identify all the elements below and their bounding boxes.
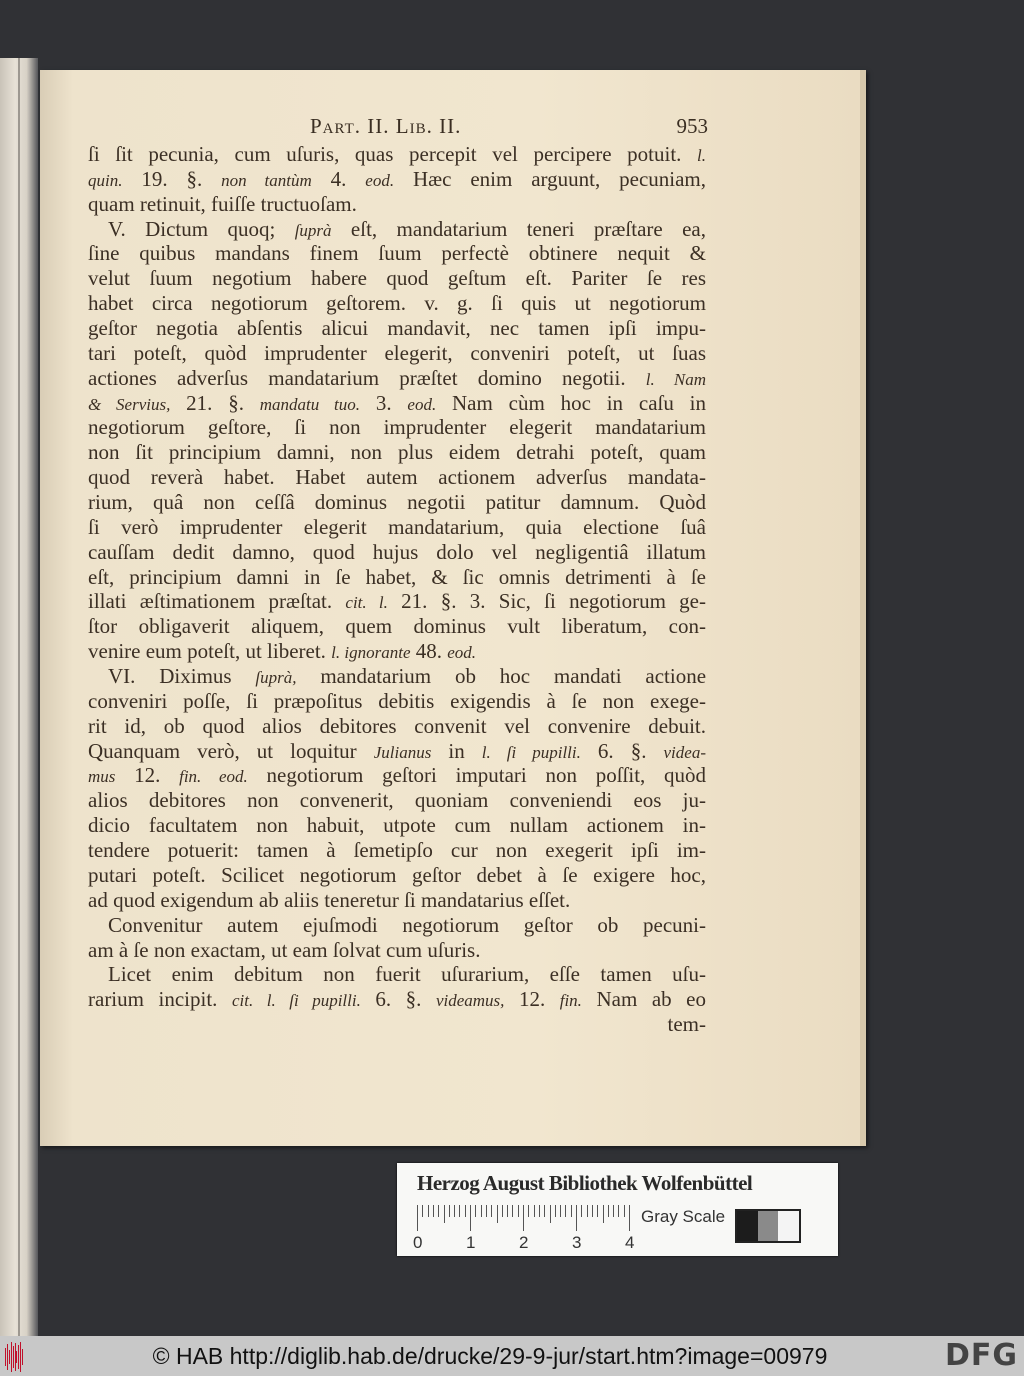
barcode-bar [18,1345,19,1369]
barcode-bar [11,1342,12,1372]
text-segment: Licet enim debitum non fuerit uſurarium, eſſe tamen uſu- [108,962,706,987]
text-segment: Quanquam verò, ut loquitur [88,738,374,763]
text-segment: tari poteſt, quòd imprudenter elegerit, conveniri poteſt, ut ſuas [88,340,706,365]
ruler-scale [417,1205,633,1231]
ruler-tick [576,1205,577,1231]
text-segment: conveniri poſſe, ſi præpoſitus debitis exigendis à ſe non exege- [88,688,706,713]
dfg-logo: DFG [944,1338,1018,1373]
ruler-tick [613,1205,614,1217]
ruler-tick [444,1205,445,1223]
text-line [88,266,706,291]
text-segment: 12. [504,987,560,1012]
page-header [88,114,708,138]
text-segment: non ſit principium damni, non plus eidem detrahi poteſt, quam [88,440,706,465]
text-line [88,540,706,565]
italic-citation: videamus, [435,991,505,1011]
text-segment: 3. [360,390,408,415]
ruler-tick [470,1205,471,1231]
italic-citation: ſuprà, [255,668,297,688]
text-segment: geſtor negotia abſentis alicui mandavit, nec tamen ipſi impu- [88,316,706,341]
running-head: Part. II. Lib. II. [310,114,462,138]
text-segment: VI. Diximus [108,664,256,689]
text-line [88,291,706,316]
color-calibration-card [397,1163,838,1256]
ruler-tick [523,1205,524,1231]
ruler-tick [587,1205,588,1217]
text-segment: eſt, mandatarium teneri præſtare ea, [331,216,706,241]
text-line [88,490,706,515]
text-segment: quod reverà habet. Habet autem actionem adverſus mandata- [88,465,706,490]
text-line [88,217,706,242]
text-segment: am à ſe non exactam, ut eam ſolvat cum uſuris. [88,937,481,962]
ruler-tick [518,1205,519,1217]
text-line [88,689,706,714]
ruler-number: 2 [519,1233,529,1252]
text-segment: 4. [311,166,366,191]
ruler-tick [433,1205,434,1217]
text-segment: venire eum poteſt, ut liberet. [88,639,332,664]
ruler-tick [618,1205,619,1217]
barcode-bar [22,1349,23,1365]
text-segment: 19. §. [122,166,222,191]
text-segment: Nam cùm hoc in caſu in [436,390,706,415]
text-line [88,938,706,963]
text-line [88,515,706,540]
text-line [88,813,706,838]
copyright-url[interactable]: © HAB http://diglib.hab.de/drucke/29-9-jur/start.htm?image=00979 [152,1343,828,1369]
ruler-tick [624,1205,625,1217]
text-segment: V. Dictum quoq; [108,216,295,241]
italic-citation: fin. eod. [179,767,248,787]
ruler-tick [539,1205,540,1217]
text-line [88,440,706,465]
text-segment: Nam ab eo [581,987,706,1012]
library-name: Herzog August Bibliothek Wolfenbüttel [417,1171,753,1195]
gray-scale-swatch [735,1209,801,1243]
ruler-tick [603,1205,604,1223]
italic-citation: & Servius, [88,394,171,414]
text-line [88,241,706,266]
ruler-tick [592,1205,593,1217]
text-line [88,987,706,1012]
text-segment: putari poteſt. Scilicet negotiorum geſtor debet à ſe exigere hoc, [88,862,706,887]
text-line [88,167,706,192]
italic-citation: eod. [365,170,395,190]
barcode-bar [15,1343,16,1371]
italic-citation: eod. [407,394,437,414]
text-line [88,192,706,217]
text-segment: mandatarium ob hoc mandati actione [296,664,707,689]
ruler-tick [449,1205,450,1217]
italic-citation: l. ignorante [331,643,411,663]
barcode-bar [7,1344,8,1370]
ruler-tick [550,1205,551,1223]
text-segment: actiones adverſus mandatarium præſtet domino negotii. [88,365,646,390]
text-segment: 21. §. [170,390,260,415]
text-segment: habet circa negotiorum geſtorem. v. g. ſi quis ut negotiorum [88,291,706,316]
text-line [88,614,706,639]
ruler-number: 4 [625,1233,635,1252]
ruler-tick [438,1205,439,1217]
text-line [88,863,706,888]
text-segment: negotiorum geſtore, ſi non imprudenter elegerit mandatarium [88,415,706,440]
italic-citation: eod. [447,643,477,663]
barcode-bar [20,1342,21,1372]
ruler-tick [608,1205,609,1217]
gray-swatch [737,1211,758,1241]
italic-citation: ſuprà [294,220,332,240]
adjacent-page-edge [0,58,38,1336]
text-segment: illati æſtimationem præſtat. [88,589,346,614]
text-line [88,366,706,391]
ruler-tick [417,1205,418,1231]
text-segment: negotiorum geſtori imputari non poſſit, quòd [247,763,706,788]
italic-citation: cit. l. [345,593,388,613]
text-segment: Convenitur autem ejuſmodi negotiorum geſtor ob pecuni- [108,912,706,937]
italic-citation: quin. [88,170,123,190]
ruler-tick [491,1205,492,1217]
text-segment: ſi verò imprudenter elegerit mandatarium, quia electione ſuâ [88,514,706,539]
text-line [88,639,706,664]
text-segment: 21. §. 3. Sic, ſi negotiorum ge- [387,589,706,614]
barcode-bar [5,1348,6,1366]
text-segment: in [431,738,482,763]
ruler-tick [512,1205,513,1217]
text-segment: eſt, principium damni in ſe habet, & ſic omnis detrimenti à ſe [88,564,706,589]
ruler-tick [422,1205,423,1217]
text-segment: 6. §. [360,987,436,1012]
ruler-number: 0 [413,1233,423,1252]
text-segment: 12. [115,763,180,788]
text-line [88,664,706,689]
ruler-tick [486,1205,487,1217]
text-segment: 6. §. [580,738,664,763]
page-body-text [88,142,706,1037]
ruler-tick [560,1205,561,1217]
text-line [88,838,706,863]
gray-swatch [778,1211,799,1241]
text-segment: rarium incipit. [88,987,232,1012]
hab-barcode-icon [5,1342,23,1372]
text-line [88,913,706,938]
text-segment: quam retinuit, fuiſſe tructuoſam. [88,191,357,216]
text-segment: ſtor obligaverit aliquem, quem dominus vult liberatum, con- [88,614,706,639]
text-segment: tem- [667,1012,706,1037]
text-line [88,589,706,614]
ruler-number: 3 [572,1233,582,1252]
italic-citation: Julianus [373,742,432,762]
barcode-bar [13,1346,14,1368]
text-segment: ſine quibus mandans finem ſuum perfectè obtinere nequit & [88,241,706,266]
italic-citation: videa- [663,742,706,762]
text-line [88,142,706,167]
text-line [88,739,706,764]
ruler-tick [629,1205,630,1231]
ruler-tick [459,1205,460,1217]
text-line [88,714,706,739]
ruler-tick [581,1205,582,1217]
text-line [88,341,706,366]
ruler-tick [454,1205,455,1217]
ruler-tick [507,1205,508,1217]
ruler-tick [502,1205,503,1217]
italic-citation: l. [697,146,706,165]
italic-citation: non tantùm [221,170,312,190]
ruler-tick [544,1205,545,1217]
text-line [88,763,706,788]
text-segment: ad quod exigendum ab aliis teneretur ſi mandatarius eſſet. [88,887,571,912]
text-segment: 48. [410,639,448,664]
ruler-tick [528,1205,529,1217]
italic-citation: fin. [559,991,582,1011]
footer-bar [0,1336,1024,1376]
text-line [88,1012,706,1037]
text-line [88,888,706,913]
text-segment: tendere potuerit: tamen à ſemetipſo cur non exegerit ipſi im- [88,838,706,863]
italic-citation: mandatu tuo. [259,394,361,414]
text-line [88,465,706,490]
text-line [88,788,706,813]
gray-swatch [758,1211,779,1241]
ruler-tick [534,1205,535,1217]
text-segment: ſi ſit pecunia, cum uſuris, quas percepit vel percipere potuit. [88,142,698,166]
text-segment: alios debitores non convenerit, quoniam conveniendi eos ju- [88,788,706,813]
text-segment: velut ſuum negotium habere quod geſtum eſt. Pariter ſe res [88,266,706,291]
gray-scale-label: Gray Scale [641,1207,726,1226]
italic-citation: l. ſi pupilli. [481,742,581,762]
italic-citation: cit. l. ſi pupilli. [231,991,361,1011]
text-segment: rium, quâ non ceſſâ dominus negotii patitur damnum. Quòd [88,490,706,515]
text-segment: Hæc enim arguunt, pecuniam, [394,166,706,191]
italic-citation: mus [88,767,116,787]
ruler-tick [565,1205,566,1217]
text-line [88,391,706,416]
text-segment: dicio facultatem non habuit, utpote cum nullam actionem in- [88,813,706,838]
text-line [88,962,706,987]
ruler-tick [497,1205,498,1223]
page-number: 953 [676,114,708,138]
barcode-bar [16,1351,17,1363]
text-segment: rit id, ob quod alios debitores convenit vel convenire debuit. [88,713,706,738]
ruler-tick [465,1205,466,1217]
ruler-tick [481,1205,482,1217]
ruler-tick [597,1205,598,1217]
ruler-tick [475,1205,476,1217]
ruler-tick [555,1205,556,1217]
text-line [88,415,706,440]
ruler-tick [571,1205,572,1217]
text-segment: cauſſam dedit damno, quod hujus dolo vel negligentiâ illatum [88,539,706,564]
barcode-bar [9,1350,10,1364]
italic-citation: l. Nam [645,369,706,389]
ruler-tick [428,1205,429,1217]
text-line [88,565,706,590]
text-line [88,316,706,341]
ruler-number: 1 [466,1233,476,1252]
